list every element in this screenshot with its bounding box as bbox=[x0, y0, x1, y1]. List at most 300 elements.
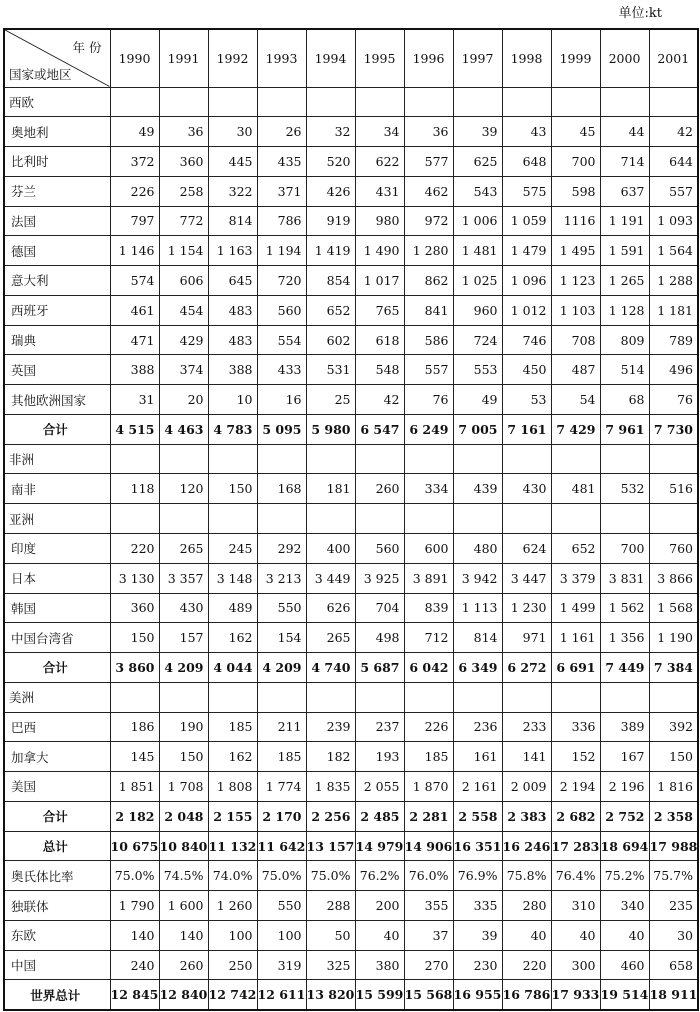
section-label: 美洲 bbox=[4, 682, 110, 712]
empty-cell bbox=[257, 444, 306, 474]
value-cell: 1 816 bbox=[649, 772, 698, 802]
row-label: 比利时 bbox=[4, 147, 110, 177]
value-cell: 772 bbox=[159, 206, 208, 236]
value-cell: 786 bbox=[257, 206, 306, 236]
value-cell: 335 bbox=[453, 891, 502, 921]
value-cell: 300 bbox=[551, 950, 600, 980]
value-cell: 140 bbox=[110, 920, 159, 950]
value-cell: 4 515 bbox=[110, 414, 159, 444]
value-cell: 3 449 bbox=[306, 563, 355, 593]
value-cell: 4 740 bbox=[306, 653, 355, 683]
value-cell: 6 349 bbox=[453, 653, 502, 683]
value-cell: 550 bbox=[257, 593, 306, 623]
empty-cell bbox=[159, 444, 208, 474]
value-cell: 1 093 bbox=[649, 206, 698, 236]
value-cell: 360 bbox=[159, 147, 208, 177]
table-row bbox=[4, 891, 698, 921]
value-cell: 100 bbox=[257, 920, 306, 950]
value-cell: 498 bbox=[355, 623, 404, 653]
value-cell: 1 562 bbox=[600, 593, 649, 623]
value-cell: 76.2% bbox=[355, 861, 404, 891]
value-cell: 49 bbox=[453, 385, 502, 415]
empty-cell bbox=[502, 504, 551, 534]
value-cell: 145 bbox=[110, 742, 159, 772]
value-cell: 167 bbox=[600, 742, 649, 772]
row-label: 合计 bbox=[4, 653, 110, 683]
diagonal-header-cell bbox=[4, 29, 110, 87]
value-cell: 2 558 bbox=[453, 801, 502, 831]
value-cell: 16 351 bbox=[453, 831, 502, 861]
value-cell: 2 155 bbox=[208, 801, 257, 831]
value-cell: 658 bbox=[649, 950, 698, 980]
row-label: 东欧 bbox=[4, 920, 110, 950]
value-cell: 724 bbox=[453, 325, 502, 355]
value-cell: 53 bbox=[502, 385, 551, 415]
value-cell: 14 979 bbox=[355, 831, 404, 861]
value-cell: 577 bbox=[404, 147, 453, 177]
section-row bbox=[4, 87, 698, 117]
value-cell: 980 bbox=[355, 206, 404, 236]
empty-cell bbox=[453, 444, 502, 474]
empty-cell bbox=[208, 444, 257, 474]
value-cell: 31 bbox=[110, 385, 159, 415]
value-cell: 1 191 bbox=[600, 206, 649, 236]
value-cell: 1 163 bbox=[208, 236, 257, 266]
value-cell: 637 bbox=[600, 176, 649, 206]
empty-cell bbox=[600, 444, 649, 474]
row-label: 瑞典 bbox=[4, 325, 110, 355]
value-cell: 4 463 bbox=[159, 414, 208, 444]
value-cell: 235 bbox=[649, 891, 698, 921]
value-cell: 543 bbox=[453, 176, 502, 206]
value-cell: 626 bbox=[306, 593, 355, 623]
value-cell: 245 bbox=[208, 533, 257, 563]
value-cell: 839 bbox=[404, 593, 453, 623]
empty-cell bbox=[600, 504, 649, 534]
value-cell: 75.0% bbox=[257, 861, 306, 891]
year-header: 2000 bbox=[600, 29, 649, 87]
year-header: 1991 bbox=[159, 29, 208, 87]
year-header: 2001 bbox=[649, 29, 698, 87]
empty-cell bbox=[649, 87, 698, 117]
value-cell: 3 357 bbox=[159, 563, 208, 593]
value-cell: 531 bbox=[306, 355, 355, 385]
year-header: 1995 bbox=[355, 29, 404, 87]
value-cell: 168 bbox=[257, 474, 306, 504]
value-cell: 1 194 bbox=[257, 236, 306, 266]
value-cell: 1 600 bbox=[159, 891, 208, 921]
value-cell: 532 bbox=[600, 474, 649, 504]
empty-cell bbox=[355, 504, 404, 534]
value-cell: 236 bbox=[453, 712, 502, 742]
table-row bbox=[4, 266, 698, 296]
section-label: 西欧 bbox=[4, 87, 110, 117]
value-cell: 598 bbox=[551, 176, 600, 206]
value-cell: 161 bbox=[453, 742, 502, 772]
value-cell: 553 bbox=[453, 355, 502, 385]
value-cell: 1 495 bbox=[551, 236, 600, 266]
value-cell: 1 288 bbox=[649, 266, 698, 296]
value-cell: 746 bbox=[502, 325, 551, 355]
value-cell: 809 bbox=[600, 325, 649, 355]
value-cell: 714 bbox=[600, 147, 649, 177]
value-cell: 13 820 bbox=[306, 980, 355, 1010]
table-row bbox=[4, 563, 698, 593]
value-cell: 75.2% bbox=[600, 861, 649, 891]
value-cell: 2 170 bbox=[257, 801, 306, 831]
value-cell: 389 bbox=[600, 712, 649, 742]
value-cell: 919 bbox=[306, 206, 355, 236]
value-cell: 162 bbox=[208, 623, 257, 653]
value-cell: 6 691 bbox=[551, 653, 600, 683]
value-cell: 1 161 bbox=[551, 623, 600, 653]
table-row bbox=[4, 533, 698, 563]
value-cell: 2 161 bbox=[453, 772, 502, 802]
table-row bbox=[4, 950, 698, 980]
value-cell: 5 687 bbox=[355, 653, 404, 683]
value-cell: 374 bbox=[159, 355, 208, 385]
value-cell: 270 bbox=[404, 950, 453, 980]
value-cell: 392 bbox=[649, 712, 698, 742]
value-cell: 40 bbox=[600, 920, 649, 950]
value-cell: 460 bbox=[600, 950, 649, 980]
value-cell: 372 bbox=[110, 147, 159, 177]
value-cell: 814 bbox=[208, 206, 257, 236]
value-cell: 431 bbox=[355, 176, 404, 206]
value-cell: 652 bbox=[306, 295, 355, 325]
value-cell: 765 bbox=[355, 295, 404, 325]
value-cell: 325 bbox=[306, 950, 355, 980]
value-cell: 972 bbox=[404, 206, 453, 236]
value-cell: 3 925 bbox=[355, 563, 404, 593]
value-cell: 334 bbox=[404, 474, 453, 504]
empty-cell bbox=[551, 444, 600, 474]
value-cell: 26 bbox=[257, 117, 306, 147]
empty-cell bbox=[257, 682, 306, 712]
value-cell: 516 bbox=[649, 474, 698, 504]
value-cell: 450 bbox=[502, 355, 551, 385]
value-cell: 760 bbox=[649, 533, 698, 563]
empty-cell bbox=[404, 682, 453, 712]
value-cell: 430 bbox=[502, 474, 551, 504]
value-cell: 483 bbox=[208, 295, 257, 325]
value-cell: 76 bbox=[404, 385, 453, 415]
value-cell: 43 bbox=[502, 117, 551, 147]
value-cell: 5 095 bbox=[257, 414, 306, 444]
value-cell: 3 130 bbox=[110, 563, 159, 593]
value-cell: 514 bbox=[600, 355, 649, 385]
value-cell: 265 bbox=[159, 533, 208, 563]
row-label: 芬兰 bbox=[4, 176, 110, 206]
value-cell: 1 479 bbox=[502, 236, 551, 266]
empty-cell bbox=[306, 504, 355, 534]
value-cell: 11 642 bbox=[257, 831, 306, 861]
value-cell: 1 230 bbox=[502, 593, 551, 623]
value-cell: 68 bbox=[600, 385, 649, 415]
value-cell: 388 bbox=[110, 355, 159, 385]
value-cell: 600 bbox=[404, 533, 453, 563]
value-cell: 3 866 bbox=[649, 563, 698, 593]
empty-cell bbox=[551, 87, 600, 117]
section-row bbox=[4, 504, 698, 534]
value-cell: 190 bbox=[159, 712, 208, 742]
value-cell: 7 161 bbox=[502, 414, 551, 444]
value-cell: 622 bbox=[355, 147, 404, 177]
value-cell: 230 bbox=[453, 950, 502, 980]
value-cell: 1 006 bbox=[453, 206, 502, 236]
value-cell: 17 933 bbox=[551, 980, 600, 1010]
empty-cell bbox=[110, 504, 159, 534]
value-cell: 13 157 bbox=[306, 831, 355, 861]
value-cell: 239 bbox=[306, 712, 355, 742]
section-row bbox=[4, 444, 698, 474]
row-label: 印度 bbox=[4, 533, 110, 563]
table-row bbox=[4, 355, 698, 385]
total-row bbox=[4, 831, 698, 861]
empty-cell bbox=[404, 504, 453, 534]
unit-label: 单位:kt bbox=[618, 6, 662, 21]
row-label: 南非 bbox=[4, 474, 110, 504]
value-cell: 40 bbox=[355, 920, 404, 950]
empty-cell bbox=[453, 682, 502, 712]
value-cell: 220 bbox=[110, 533, 159, 563]
value-cell: 1 280 bbox=[404, 236, 453, 266]
value-cell: 76.4% bbox=[551, 861, 600, 891]
value-cell: 40 bbox=[502, 920, 551, 950]
value-cell: 200 bbox=[355, 891, 404, 921]
value-cell: 560 bbox=[355, 533, 404, 563]
value-cell: 1 146 bbox=[110, 236, 159, 266]
header-row bbox=[4, 29, 698, 87]
value-cell: 2 358 bbox=[649, 801, 698, 831]
row-label: 世界总计 bbox=[4, 980, 110, 1010]
value-cell: 487 bbox=[551, 355, 600, 385]
value-cell: 118 bbox=[110, 474, 159, 504]
value-cell: 288 bbox=[306, 891, 355, 921]
row-label: 加拿大 bbox=[4, 742, 110, 772]
value-cell: 49 bbox=[110, 117, 159, 147]
row-label: 其他欧洲国家 bbox=[4, 385, 110, 415]
value-cell: 36 bbox=[404, 117, 453, 147]
value-cell: 2 485 bbox=[355, 801, 404, 831]
table-row bbox=[4, 920, 698, 950]
value-cell: 971 bbox=[502, 623, 551, 653]
value-cell: 157 bbox=[159, 623, 208, 653]
value-cell: 310 bbox=[551, 891, 600, 921]
value-cell: 7 384 bbox=[649, 653, 698, 683]
empty-cell bbox=[159, 87, 208, 117]
value-cell: 75.0% bbox=[306, 861, 355, 891]
value-cell: 1 419 bbox=[306, 236, 355, 266]
value-cell: 6 547 bbox=[355, 414, 404, 444]
empty-cell bbox=[502, 87, 551, 117]
empty-cell bbox=[404, 444, 453, 474]
value-cell: 10 840 bbox=[159, 831, 208, 861]
value-cell: 2 055 bbox=[355, 772, 404, 802]
value-cell: 16 786 bbox=[502, 980, 551, 1010]
value-cell: 3 831 bbox=[600, 563, 649, 593]
value-cell: 797 bbox=[110, 206, 159, 236]
value-cell: 1 017 bbox=[355, 266, 404, 296]
value-cell: 4 209 bbox=[257, 653, 306, 683]
value-cell: 439 bbox=[453, 474, 502, 504]
value-cell: 3 860 bbox=[110, 653, 159, 683]
value-cell: 548 bbox=[355, 355, 404, 385]
value-cell: 648 bbox=[502, 147, 551, 177]
value-cell: 76 bbox=[649, 385, 698, 415]
value-cell: 481 bbox=[551, 474, 600, 504]
value-cell: 75.8% bbox=[502, 861, 551, 891]
value-cell: 12 840 bbox=[159, 980, 208, 1010]
empty-cell bbox=[649, 682, 698, 712]
value-cell: 18 694 bbox=[600, 831, 649, 861]
value-cell: 960 bbox=[453, 295, 502, 325]
value-cell: 489 bbox=[208, 593, 257, 623]
empty-cell bbox=[355, 444, 404, 474]
value-cell: 557 bbox=[404, 355, 453, 385]
empty-cell bbox=[159, 682, 208, 712]
value-cell: 226 bbox=[110, 176, 159, 206]
value-cell: 1 260 bbox=[208, 891, 257, 921]
value-cell: 36 bbox=[159, 117, 208, 147]
row-label: 总计 bbox=[4, 831, 110, 861]
value-cell: 704 bbox=[355, 593, 404, 623]
value-cell: 74.0% bbox=[208, 861, 257, 891]
empty-cell bbox=[649, 504, 698, 534]
value-cell: 550 bbox=[257, 891, 306, 921]
value-cell: 260 bbox=[355, 474, 404, 504]
empty-cell bbox=[404, 87, 453, 117]
value-cell: 44 bbox=[600, 117, 649, 147]
table-body bbox=[4, 87, 698, 1010]
value-cell: 1 154 bbox=[159, 236, 208, 266]
value-cell: 606 bbox=[159, 266, 208, 296]
row-label: 英国 bbox=[4, 355, 110, 385]
empty-cell bbox=[208, 504, 257, 534]
value-cell: 645 bbox=[208, 266, 257, 296]
value-cell: 226 bbox=[404, 712, 453, 742]
empty-cell bbox=[257, 504, 306, 534]
value-cell: 1 564 bbox=[649, 236, 698, 266]
total-row bbox=[4, 801, 698, 831]
value-cell: 3 942 bbox=[453, 563, 502, 593]
value-cell: 483 bbox=[208, 325, 257, 355]
table-row bbox=[4, 295, 698, 325]
value-cell: 14 906 bbox=[404, 831, 453, 861]
value-cell: 700 bbox=[600, 533, 649, 563]
empty-cell bbox=[110, 444, 159, 474]
row-label: 德国 bbox=[4, 236, 110, 266]
value-cell: 233 bbox=[502, 712, 551, 742]
value-cell: 1 481 bbox=[453, 236, 502, 266]
value-cell: 3 891 bbox=[404, 563, 453, 593]
empty-cell bbox=[453, 504, 502, 534]
value-cell: 862 bbox=[404, 266, 453, 296]
value-cell: 1 774 bbox=[257, 772, 306, 802]
value-cell: 3 213 bbox=[257, 563, 306, 593]
value-cell: 461 bbox=[110, 295, 159, 325]
value-cell: 496 bbox=[649, 355, 698, 385]
value-cell: 445 bbox=[208, 147, 257, 177]
value-cell: 2 256 bbox=[306, 801, 355, 831]
value-cell: 1 113 bbox=[453, 593, 502, 623]
value-cell: 6 249 bbox=[404, 414, 453, 444]
value-cell: 1 490 bbox=[355, 236, 404, 266]
value-cell: 712 bbox=[404, 623, 453, 653]
region-axis-label: 国家或地区 bbox=[9, 66, 72, 82]
value-cell: 708 bbox=[551, 325, 600, 355]
value-cell: 574 bbox=[110, 266, 159, 296]
value-cell: 182 bbox=[306, 742, 355, 772]
value-cell: 120 bbox=[159, 474, 208, 504]
empty-cell bbox=[649, 444, 698, 474]
empty-cell bbox=[306, 87, 355, 117]
row-label: 美国 bbox=[4, 772, 110, 802]
empty-cell bbox=[208, 682, 257, 712]
value-cell: 162 bbox=[208, 742, 257, 772]
value-cell: 34 bbox=[355, 117, 404, 147]
year-header: 1990 bbox=[110, 29, 159, 87]
value-cell: 618 bbox=[355, 325, 404, 355]
value-cell: 1 870 bbox=[404, 772, 453, 802]
value-cell: 18 911 bbox=[649, 980, 698, 1010]
value-cell: 45 bbox=[551, 117, 600, 147]
value-cell: 150 bbox=[159, 742, 208, 772]
table-row bbox=[4, 117, 698, 147]
value-cell: 2 048 bbox=[159, 801, 208, 831]
value-cell: 602 bbox=[306, 325, 355, 355]
value-cell: 435 bbox=[257, 147, 306, 177]
value-cell: 30 bbox=[649, 920, 698, 950]
value-cell: 400 bbox=[306, 533, 355, 563]
value-cell: 6 042 bbox=[404, 653, 453, 683]
empty-cell bbox=[453, 87, 502, 117]
value-cell: 32 bbox=[306, 117, 355, 147]
year-header: 1994 bbox=[306, 29, 355, 87]
section-label: 亚洲 bbox=[4, 504, 110, 534]
row-label: 奥地利 bbox=[4, 117, 110, 147]
empty-cell bbox=[306, 682, 355, 712]
value-cell: 7 449 bbox=[600, 653, 649, 683]
value-cell: 1 103 bbox=[551, 295, 600, 325]
empty-cell bbox=[306, 444, 355, 474]
value-cell: 16 246 bbox=[502, 831, 551, 861]
value-cell: 75.0% bbox=[110, 861, 159, 891]
value-cell: 319 bbox=[257, 950, 306, 980]
row-label: 中国 bbox=[4, 950, 110, 980]
value-cell: 1 265 bbox=[600, 266, 649, 296]
value-cell: 3 148 bbox=[208, 563, 257, 593]
value-cell: 700 bbox=[551, 147, 600, 177]
empty-cell bbox=[208, 87, 257, 117]
empty-cell bbox=[502, 682, 551, 712]
value-cell: 1 790 bbox=[110, 891, 159, 921]
value-cell: 4 044 bbox=[208, 653, 257, 683]
value-cell: 37 bbox=[404, 920, 453, 950]
value-cell: 854 bbox=[306, 266, 355, 296]
value-cell: 624 bbox=[502, 533, 551, 563]
total-row bbox=[4, 653, 698, 683]
value-cell: 100 bbox=[208, 920, 257, 950]
value-cell: 10 675 bbox=[110, 831, 159, 861]
table-row bbox=[4, 176, 698, 206]
section-row bbox=[4, 682, 698, 712]
total-row bbox=[4, 414, 698, 444]
value-cell: 11 132 bbox=[208, 831, 257, 861]
value-cell: 150 bbox=[649, 742, 698, 772]
value-cell: 336 bbox=[551, 712, 600, 742]
year-header: 1999 bbox=[551, 29, 600, 87]
